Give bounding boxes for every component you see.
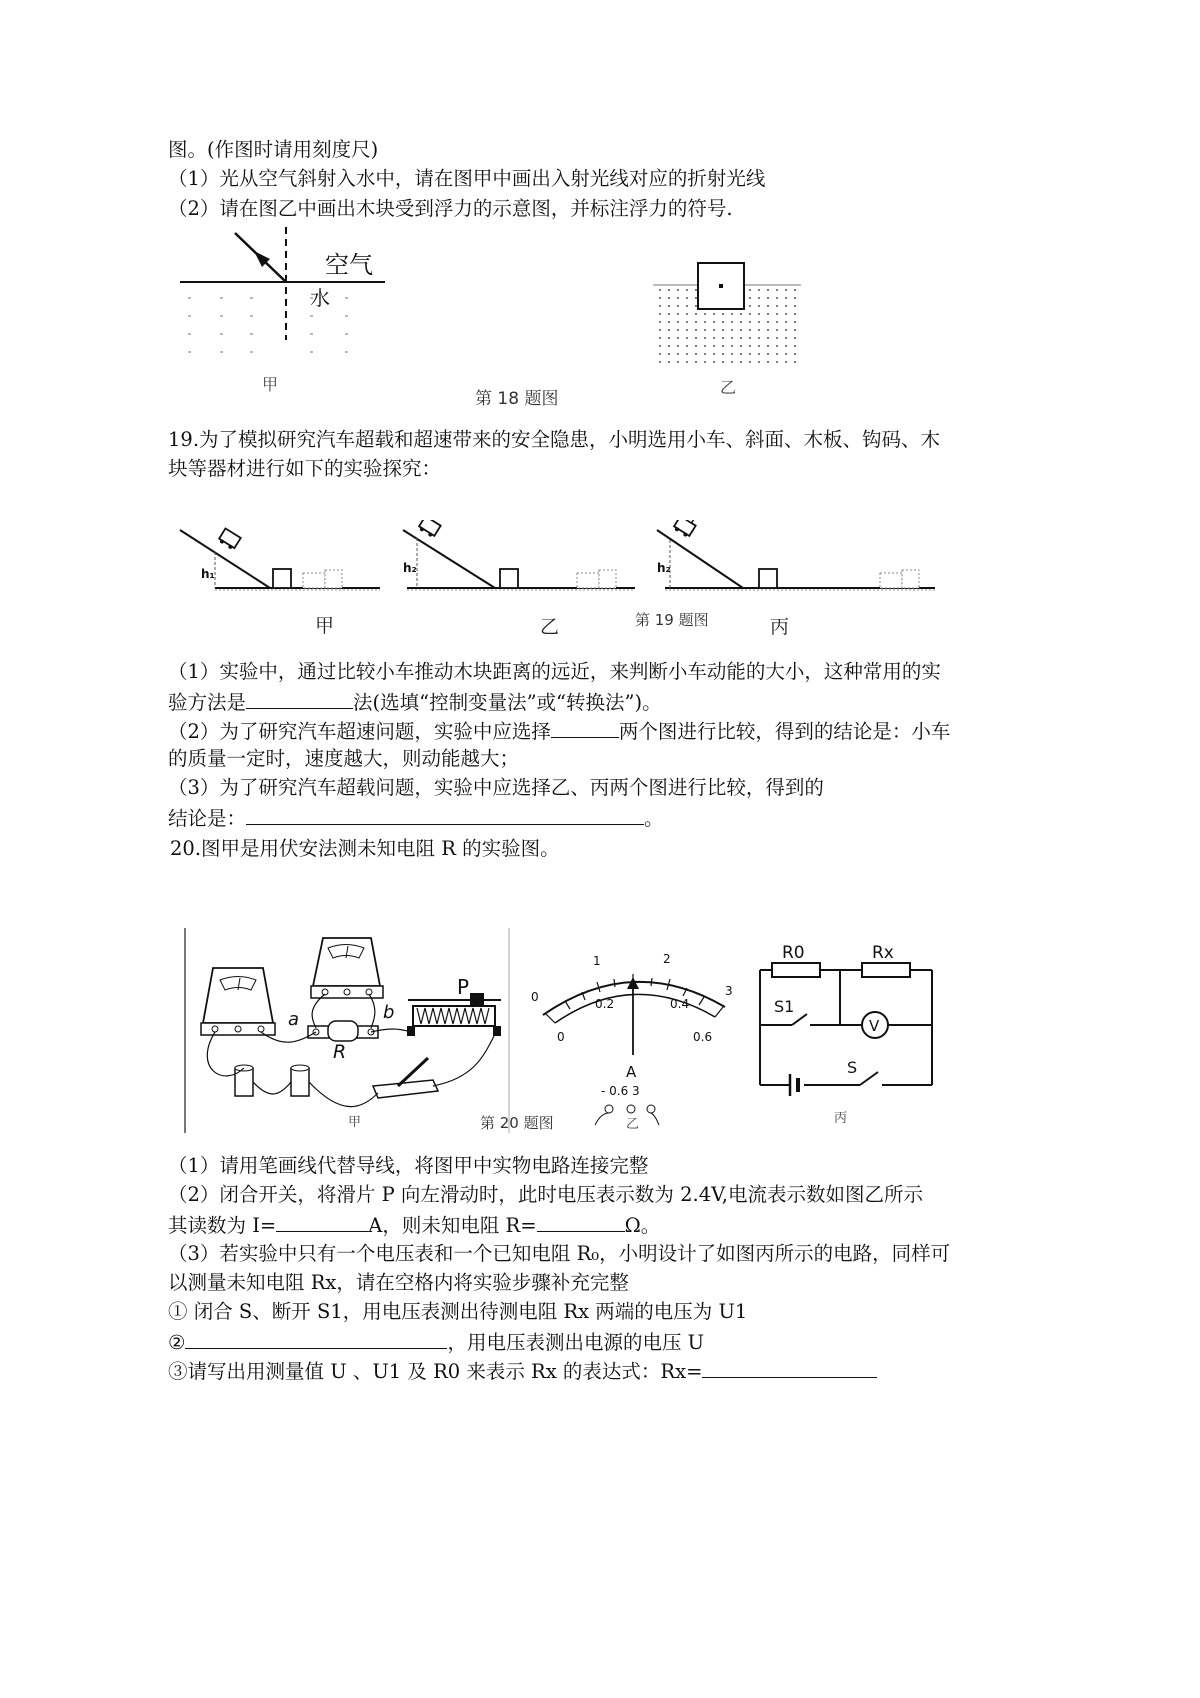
label-v: V — [869, 1017, 880, 1035]
q20-step1: ① 闭合 S、断开 S1，用电压表测出待测电阻 Rx 两端的电压为 U1 — [168, 1300, 748, 1323]
q18-part2: （2）请在图乙中画出木块受到浮力的示意图，并标注浮力的符号. — [168, 197, 733, 220]
scale-top-1: 1 — [593, 954, 601, 968]
label-s1: S1 — [774, 997, 795, 1016]
label-h1: h₁ — [201, 567, 215, 581]
scale-bottom-04: 0.4 — [670, 997, 690, 1011]
answer-blank-method[interactable] — [246, 688, 353, 709]
q19-setup-yi — [403, 520, 635, 590]
meter-terminals: - 0.6 3 — [601, 1084, 640, 1098]
q20-figure-bing — [752, 940, 942, 1130]
answer-blank-rx-expression[interactable] — [702, 1357, 877, 1378]
label-b: b — [383, 1002, 395, 1023]
scale-bottom-0: 0 — [557, 1030, 565, 1044]
q20-label-yi: 乙 — [626, 1117, 640, 1130]
scale-top-2: 2 — [663, 952, 671, 966]
label-s: S — [847, 1058, 858, 1077]
q18-intro: 图。(作图时请用刻度尺) — [168, 138, 379, 161]
resistor-r — [308, 1021, 378, 1041]
q20-stem: 20.图甲是用伏安法测未知电阻 R 的实验图。 — [170, 837, 560, 860]
answer-blank-current[interactable] — [276, 1211, 368, 1232]
ammeter — [201, 968, 275, 1035]
label-r0: R0 — [782, 943, 805, 963]
scale-bottom-06: 0.6 — [693, 1030, 713, 1044]
answer-blank-conclusion[interactable] — [246, 804, 644, 825]
resistor-rx — [862, 963, 910, 977]
q19-part2-line1: （2）为了研究汽车超速问题，实验中应选择 两个图进行比较，得到的结论是：小车 — [168, 717, 950, 745]
q18-figure-jia — [180, 225, 395, 400]
q20-label-bing: 丙 — [834, 1111, 848, 1126]
q18-caption: 第 18 题图 — [475, 389, 559, 409]
resistor-r0 — [772, 963, 820, 977]
q20-caption: 第 20 题图 — [480, 1114, 554, 1132]
label-rx: Rx — [872, 943, 894, 963]
q19-label-bing: 丙 — [770, 616, 790, 638]
label-jia: 甲 — [262, 375, 279, 394]
label-yi: 乙 — [720, 378, 737, 397]
q20-label-jia: 甲 — [348, 1115, 362, 1130]
q19-part2-line2: 的质量一定时，速度越大，则动能越大； — [168, 747, 520, 770]
answer-blank-resistance[interactable] — [537, 1211, 625, 1232]
scale-top-0: 0 — [531, 990, 539, 1004]
label-h2: h₂ — [403, 561, 417, 575]
q19-part1-line2: 验方法是 法(选填“控制变量法”或“转换法”)。 — [168, 688, 662, 716]
q18-figure-yi — [648, 255, 808, 400]
q20-part3-line2: 以测量未知电阻 Rx，请在空格内将实验步骤补充完整 — [168, 1271, 629, 1294]
q19-stem-line2: 块等器材进行如下的实验探究： — [168, 457, 442, 480]
knife-switch — [373, 1058, 438, 1098]
q19-label-yi: 乙 — [540, 616, 560, 638]
q20-figure-yi — [525, 945, 750, 1130]
q19-part3-line2: 结论是： 。 — [168, 804, 664, 832]
q19-label-jia: 甲 — [315, 615, 335, 637]
q20-part3-line1: （3）若实验中只有一个电压表和一个已知电阻 R₀，小明设计了如图丙所示的电路，同样可 — [168, 1242, 951, 1265]
q19-part3-line1: （3）为了研究汽车超载问题，实验中应选择乙、丙两个图进行比较，得到的 — [168, 776, 824, 799]
q18-part1: （1）光从空气斜射入水中，请在图甲中画出入射光线对应的折射光线 — [168, 167, 766, 190]
q20-figure-jia — [183, 928, 513, 1133]
rheostat — [407, 993, 501, 1036]
q20-step3: ③请写出用测量值 U 、U1 及 R0 来表示 Rx 的表达式：Rx= — [168, 1357, 877, 1385]
meter-unit-A: A — [626, 1063, 637, 1081]
scale-top-3: 3 — [725, 984, 733, 998]
voltmeter — [311, 938, 383, 998]
q19-part1-line1: （1）实验中，通过比较小车推动木块距离的远近，来判断小车动能的大小，这种常用的实 — [168, 660, 941, 683]
label-h2-bing: h₂ — [657, 561, 671, 575]
q20-part1: （1）请用笔画线代替导线，将图甲中实物电路连接完整 — [168, 1154, 649, 1177]
scale-bottom-02: 0.2 — [595, 997, 615, 1011]
label-water: 水 — [310, 286, 330, 310]
label-a: a — [288, 1009, 300, 1030]
q19-setup-bing — [657, 520, 935, 590]
label-R: R — [333, 1041, 347, 1063]
label-air: 空气 — [325, 251, 373, 279]
q19-stem-line1: 19.为了模拟研究汽车超载和超速带来的安全隐患，小明选用小车、斜面、木板、钩码、木 — [168, 428, 941, 451]
battery-pack — [235, 1065, 309, 1096]
answer-blank-step2[interactable] — [185, 1328, 447, 1349]
q20-part2-line2: 其读数为 I= A，则未知电阻 R= Ω。 — [168, 1211, 660, 1239]
q19-figure — [175, 520, 955, 645]
q19-setup-jia — [180, 528, 380, 590]
q20-part2-line1: （2）闭合开关，将滑片 P 向左滑动时，此时电压表示数为 2.4V,电流表示数如图乙所示 — [168, 1183, 924, 1206]
label-P: P — [457, 975, 470, 999]
q19-caption: 第 19 题图 — [635, 611, 709, 629]
q20-step2: ② ，用电压表测出电源的电压 U — [168, 1328, 704, 1356]
answer-blank-figures[interactable] — [551, 717, 619, 738]
